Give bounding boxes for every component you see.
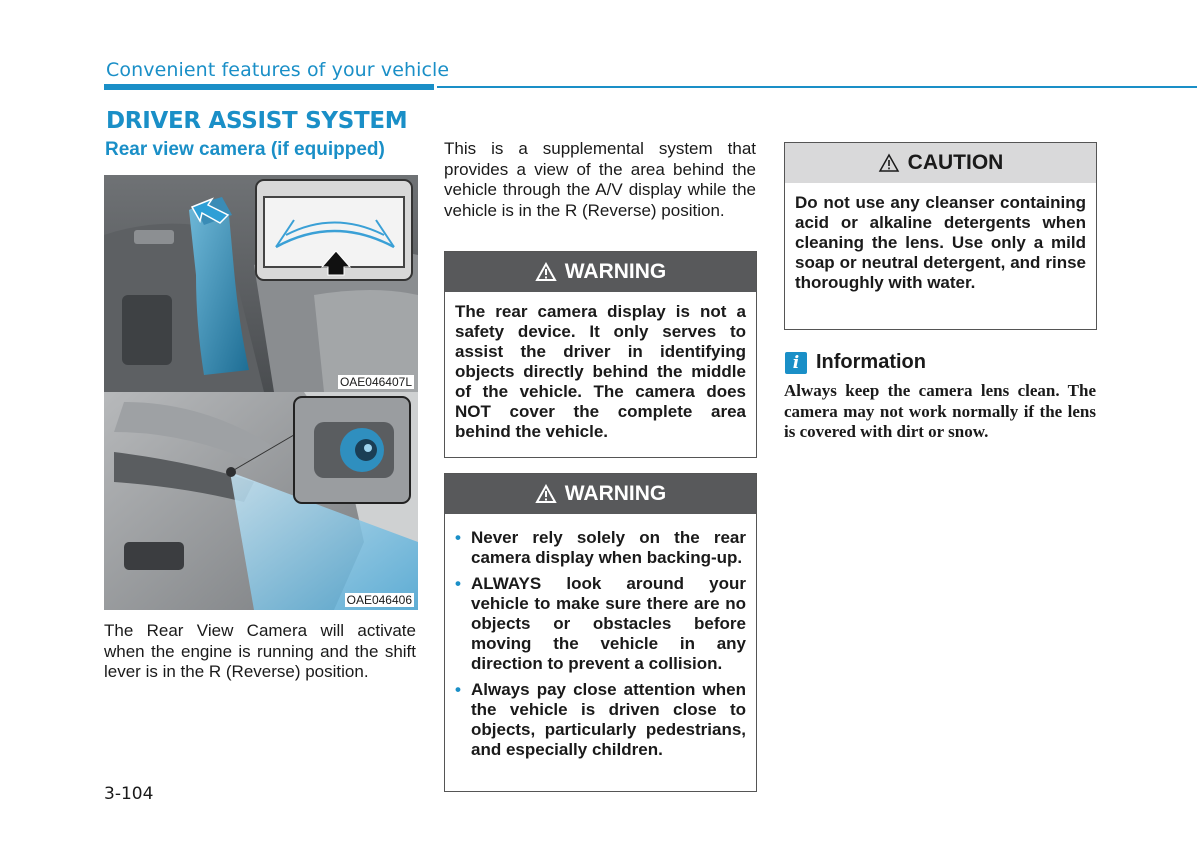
subsection-title: Rear view camera (if equipped) (105, 139, 385, 160)
bullet-text: Never rely solely on the rear camera display when backing-up. (471, 528, 746, 567)
system-description-paragraph: This is a supplemental system that provides a view of the area behind the vehicle through the A/V display while the vehicle is in the R (Reverse) position. (444, 139, 756, 220)
warning-box-1 (444, 251, 757, 458)
warning-bullet-item (455, 574, 746, 674)
caution-heading: CAUTION (907, 151, 1004, 174)
warning-heading: WARNING (564, 260, 667, 283)
warning-list-container (445, 514, 756, 776)
bullet-text: ALWAYS look around your vehicle to make sure there are no objects or obstacles before moving the vehicle in any direction to prevent a collision. (471, 574, 746, 673)
rear-camera-illustration (104, 392, 418, 610)
caution-text: Do not use any cleanser containing acid or alkaline detergents when cleaning the lens. Use only a mild soap or neutral detergent, and rinse thoroughly with water. (795, 193, 1086, 292)
header-rule-thin (437, 86, 1197, 88)
bullet-dot-icon: • (455, 574, 461, 593)
warning-triangle-icon (535, 484, 557, 504)
caution-box (784, 142, 1097, 330)
information-icon: i (785, 352, 807, 374)
warning-triangle-icon (535, 262, 557, 282)
figure-code: OAE046406 (346, 593, 412, 607)
information-heading (785, 351, 926, 374)
section-title: DRIVER ASSIST SYSTEM (106, 108, 408, 134)
figure-rear-camera (104, 392, 418, 610)
bullet-dot-icon: • (455, 680, 461, 699)
warning-text: The rear camera display is not a safety device. It only serves to assist the driver in identifying objects directly behind the middle of the vehicle. The camera does NOT cover the complete area behind the vehicle. (455, 302, 746, 441)
caution-triangle-icon (878, 153, 900, 173)
warning-box-2 (444, 473, 757, 792)
activation-paragraph: The Rear View Camera will activate when the engine is running and the shift lever is in the R (Reverse) position. (104, 621, 416, 681)
figure-code: OAE046407L (339, 375, 412, 389)
bullet-dot-icon: • (455, 528, 461, 547)
bullet-text: Always pay close attention when the vehicle is driven close to objects, particularly pedestrians, and especially children. (471, 680, 746, 759)
warning-header (445, 252, 756, 292)
warning-bullet-item (455, 528, 746, 568)
warning-heading: WARNING (564, 482, 667, 505)
gear-shift-camera-illustration (104, 175, 418, 392)
caution-header (785, 143, 1096, 183)
warning-bullet-item (455, 680, 746, 760)
warning-header (445, 474, 756, 514)
page-number: 3-104 (104, 784, 154, 804)
figure-gear-shift (104, 175, 418, 392)
information-text: Always keep the camera lens clean. The camera may not work normally if the lens is covered with dirt or snow. (784, 381, 1096, 441)
information-title: Information (816, 351, 926, 373)
header-rule-thick (104, 84, 434, 90)
running-header: Convenient features of your vehicle (106, 59, 450, 81)
warning-bullet-list (455, 528, 746, 760)
